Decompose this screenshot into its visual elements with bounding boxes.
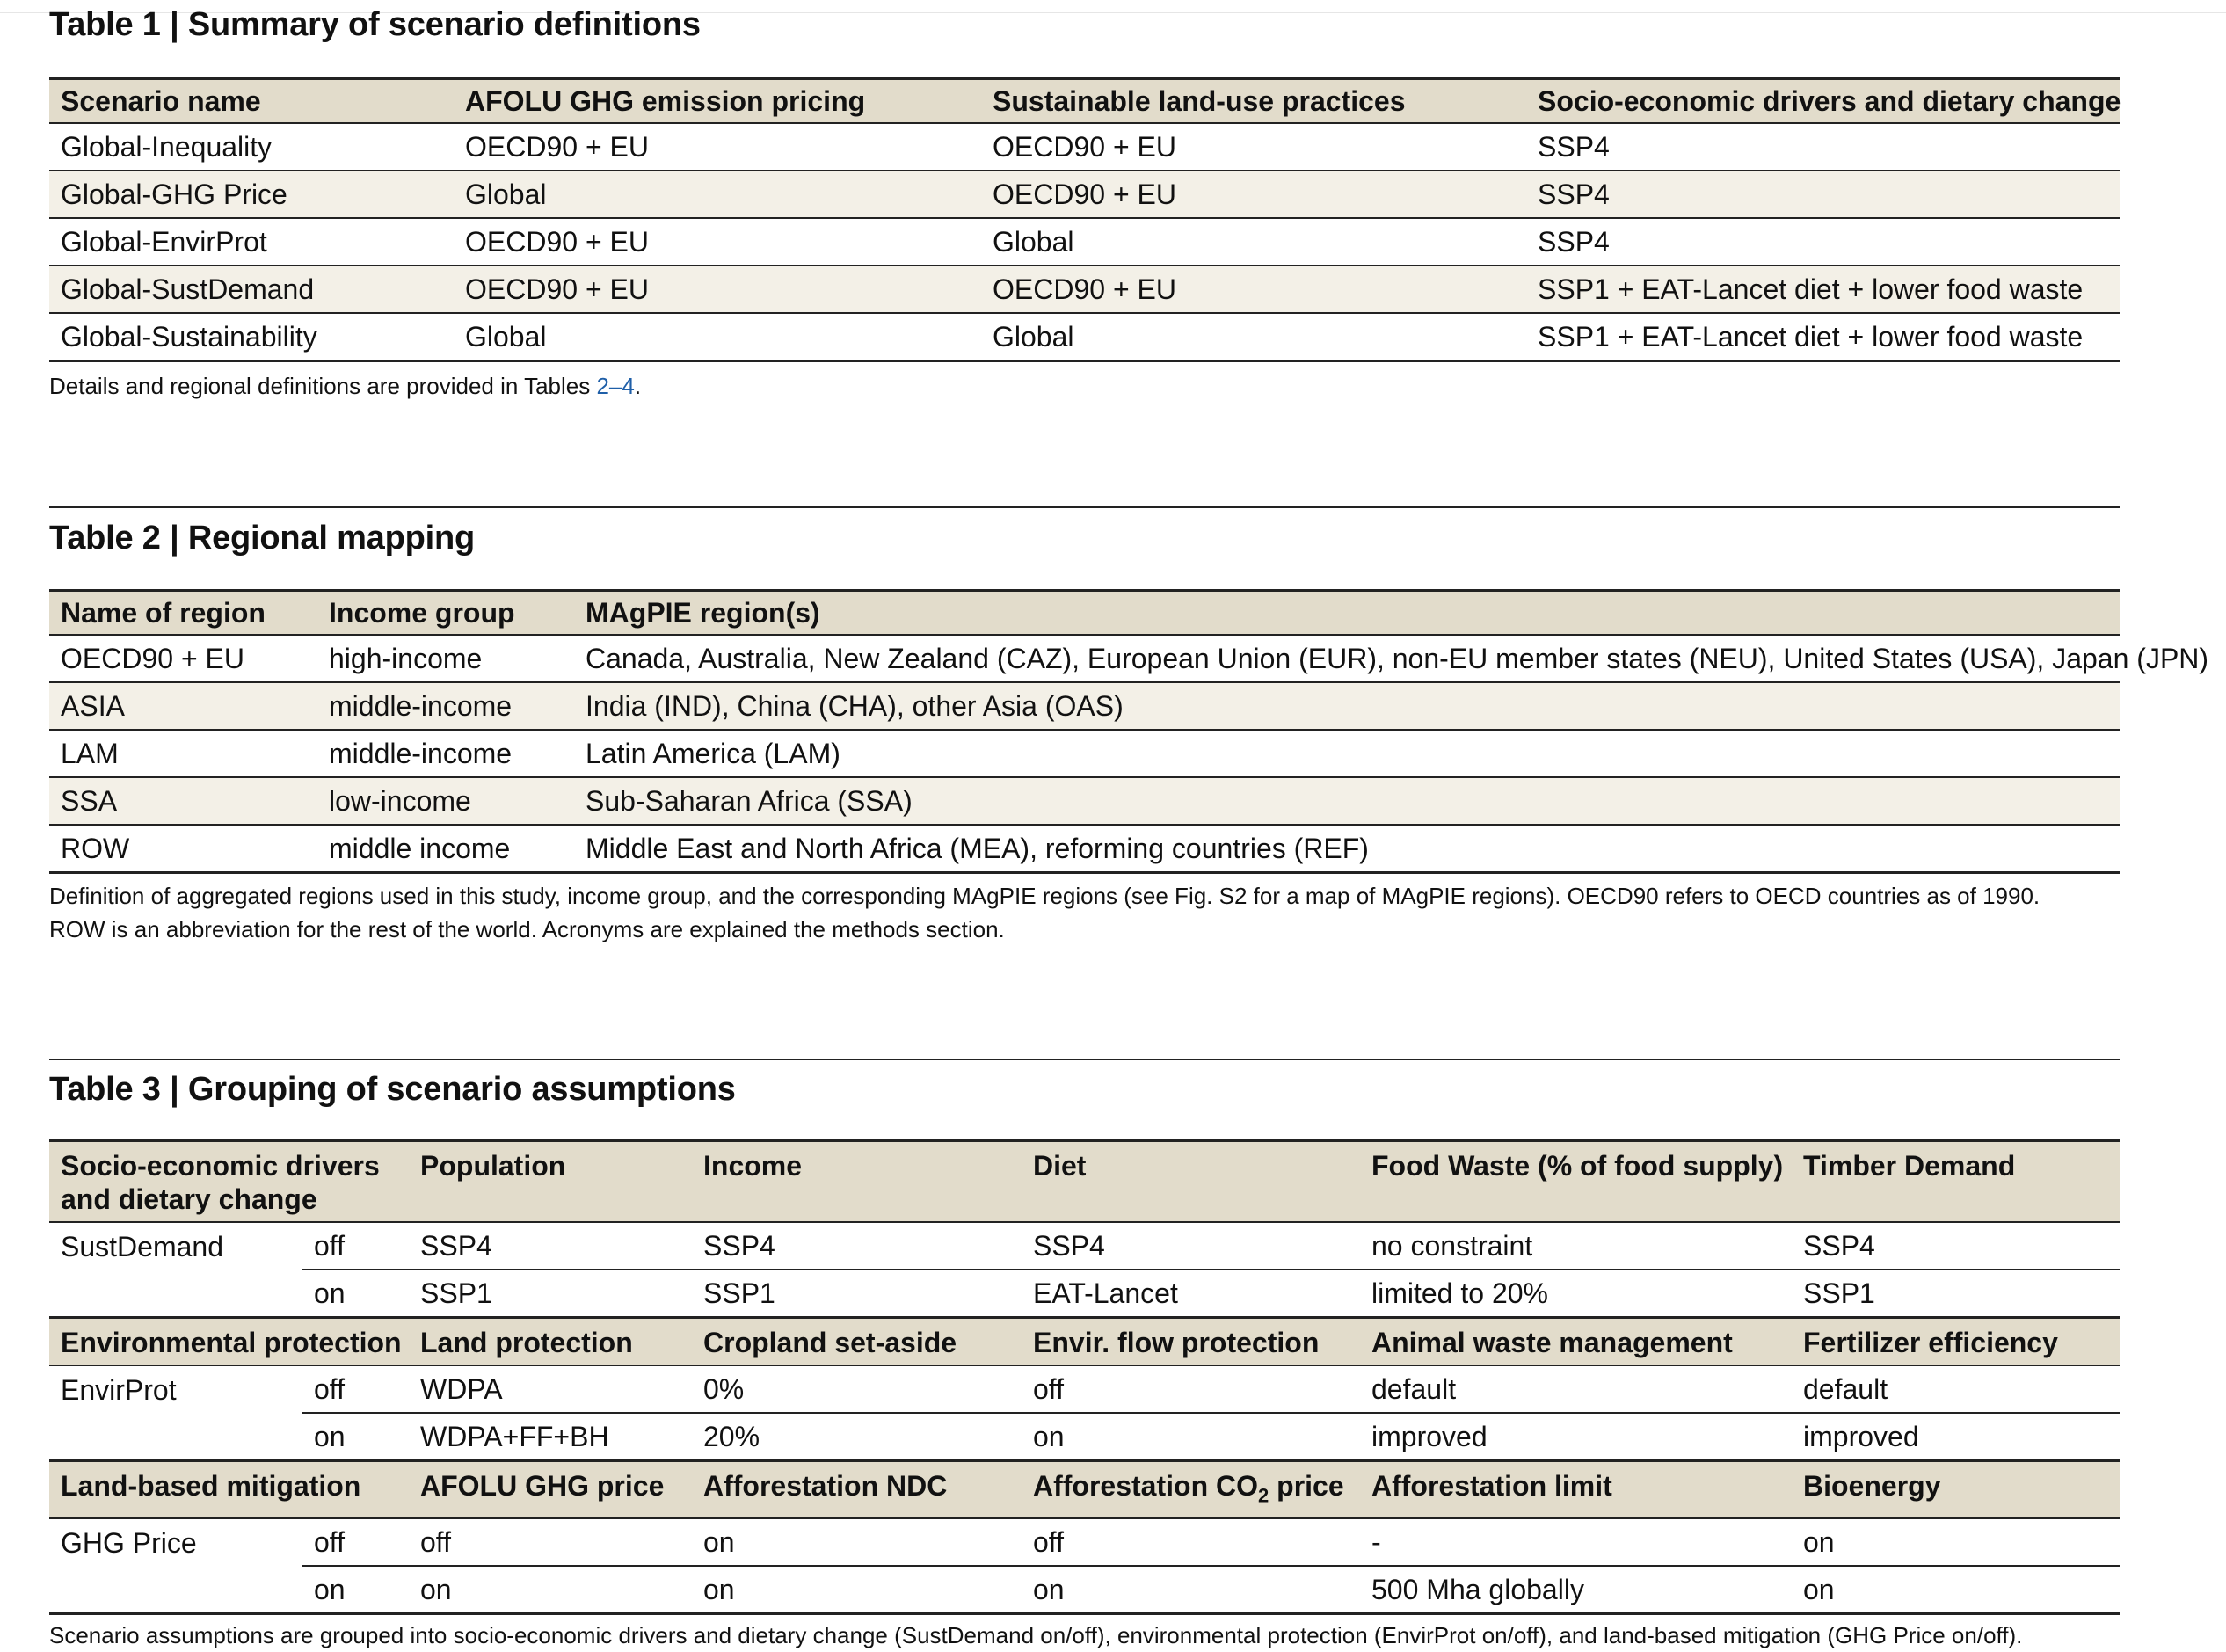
table-cell: Global: [981, 313, 1526, 361]
table3-group-header: Socio-economic drivers and dietary change: [49, 1141, 409, 1223]
table3-group-name: EnvirProt: [61, 1373, 177, 1406]
table-cell: OECD90 + EU: [981, 171, 1526, 218]
table3-header: AFOLU GHG price: [409, 1461, 692, 1519]
table-row: [49, 1518, 2120, 1566]
table-row: [49, 313, 2120, 361]
table-cell: off: [1033, 1373, 1064, 1405]
table3-header-text: Afforestation CO: [1033, 1470, 1258, 1502]
table-cell: OECD90 + EU: [465, 131, 649, 163]
table-cell: OECD90 + EU: [454, 218, 981, 266]
table2-note-line: ROW is an abbreviation for the rest of the world. Acronyms are explained the methods section.: [49, 916, 1005, 942]
table-cell: on: [1022, 1413, 1360, 1461]
table1-header: Socio-economic drivers and dietary change: [1526, 79, 2120, 124]
table3-header-suffix: price: [1269, 1470, 1344, 1502]
table-row: [49, 1365, 2120, 1413]
table-cell: default: [1803, 1373, 1888, 1405]
table-cell: SSP4: [420, 1230, 492, 1262]
table2-title: Table 2 | Regional mapping: [49, 520, 476, 557]
table-cell: Global-Inequality: [61, 131, 273, 163]
table-cell: OECD90 + EU: [993, 131, 1176, 163]
table-cell: Global: [981, 218, 1526, 266]
table-row: [49, 171, 2120, 218]
table-cell: improved: [1360, 1413, 1792, 1461]
table-cell: OECD90 + EU: [981, 266, 1526, 313]
table-row: [49, 730, 2120, 777]
table2-header: MAgPIE region(s): [574, 591, 2120, 636]
table-cell: no constraint: [1371, 1230, 1533, 1262]
table-cell: SSP1: [692, 1270, 1022, 1318]
table-cell: middle-income: [317, 682, 574, 730]
table3-header: Cropland set-aside: [692, 1318, 1022, 1366]
table-row: [49, 825, 2120, 873]
table2-header: Name of region: [49, 591, 317, 636]
table3-header: Land protection: [409, 1318, 692, 1366]
table-cell: WDPA+FF+BH: [409, 1413, 692, 1461]
table-cell: SSP4: [1538, 131, 1610, 163]
table-row: [49, 1222, 2120, 1270]
table3-header: Animal waste management: [1360, 1318, 1792, 1366]
table1: [49, 77, 2120, 403]
table3-header: Food Waste (% of food supply): [1360, 1141, 1792, 1223]
table-cell: WDPA: [420, 1373, 503, 1405]
table3-header: [1022, 1461, 1360, 1519]
table-cell: OECD90 + EU: [454, 266, 981, 313]
table1-note-text: Details and regional definitions are provided in Tables: [49, 373, 597, 399]
table-row: [49, 635, 2120, 682]
table-row: [49, 1413, 2120, 1461]
table-cell: SSP1 + EAT-Lancet diet + lower food waste: [1526, 266, 2120, 313]
table-cell: default: [1371, 1373, 1457, 1405]
table-cell: LAM: [49, 730, 317, 777]
table1-grid: [49, 77, 2120, 362]
table3-section: [49, 1070, 2120, 1109]
table-cell: ASIA: [49, 682, 317, 730]
table2: [49, 589, 2209, 946]
table2-grid: [49, 589, 2209, 874]
table3-group-name: GHG Price: [61, 1526, 197, 1559]
table-cell: SSP4: [1526, 218, 2120, 266]
table-cell: Latin America (LAM): [574, 730, 2120, 777]
table-cell: Global-SustDemand: [49, 266, 454, 313]
table3-group-header-row: [49, 1461, 2120, 1519]
table3-group-name-spacer: [49, 1270, 302, 1318]
section-divider: [49, 1059, 2120, 1060]
table-cell: on: [302, 1413, 409, 1461]
table2-header: Income group: [317, 591, 574, 636]
table3-header: Bioenergy: [1792, 1461, 2120, 1519]
table1-header: Scenario name: [49, 79, 454, 124]
table-cell: SSP4: [1033, 1230, 1105, 1262]
table1-header: AFOLU GHG emission pricing: [454, 79, 981, 124]
table-cell: off: [314, 1526, 345, 1559]
table1-section: [49, 5, 2120, 44]
table3-header: Afforestation limit: [1360, 1461, 1792, 1519]
table1-title: Table 1 | Summary of scenario definitions: [49, 6, 701, 43]
table-cell: off: [314, 1373, 345, 1405]
table-cell: on: [1022, 1566, 1360, 1614]
table-cell: Canada, Australia, New Zealand (CAZ), European Union (EUR), non-EU member states (NEU), United States (USA), Japan (JPN): [586, 643, 2209, 674]
table-cell: on: [703, 1526, 735, 1559]
table-cell: Global: [454, 313, 981, 361]
table-cell: on: [409, 1566, 692, 1614]
table-cell: SSP4: [1526, 171, 2120, 218]
table-cell: SSP1: [409, 1270, 692, 1318]
table-cell: EAT-Lancet: [1022, 1270, 1360, 1318]
table-cell: Global-Sustainability: [49, 313, 454, 361]
table1-note: [49, 369, 2120, 403]
table3-grid: [49, 1139, 2120, 1615]
section-divider: [49, 506, 2120, 508]
table3-header: Timber Demand: [1792, 1141, 2120, 1223]
table-row: [49, 682, 2120, 730]
table1-header: Sustainable land-use practices: [981, 79, 1526, 124]
table-cell: -: [1371, 1526, 1381, 1559]
table3: [49, 1139, 2120, 1652]
table-cell: SSP4: [1803, 1230, 1875, 1262]
table1-header-row: [49, 79, 2120, 124]
table3-header: Envir. flow protection: [1022, 1318, 1360, 1366]
table-cell: limited to 20%: [1360, 1270, 1792, 1318]
table-cell: 0%: [703, 1373, 745, 1405]
table-cell: 500 Mha globally: [1360, 1566, 1792, 1614]
table1-note-end: .: [634, 373, 642, 399]
table-cell: middle-income: [317, 730, 574, 777]
table2-section: [49, 519, 2120, 557]
table-cell: SSP1 + EAT-Lancet diet + lower food waste: [1526, 313, 2120, 361]
table-row: [49, 266, 2120, 313]
table2-note-line: Definition of aggregated regions used in this study, income group, and the corresponding MAgPIE regions (see Fig. S2 for a map of MAgPIE regions). OECD90 refers to OECD countries as of 1990.: [49, 883, 2040, 909]
table-reference-link[interactable]: 2–4: [596, 373, 635, 399]
table-row: [49, 1566, 2120, 1614]
table-cell: on: [692, 1566, 1022, 1614]
table-cell: on: [302, 1270, 409, 1318]
table3-header: Fertilizer efficiency: [1792, 1318, 2120, 1366]
table3-header: Income: [692, 1141, 1022, 1223]
table-cell: ROW: [49, 825, 317, 873]
table-cell: on: [1803, 1526, 1835, 1559]
table3-group-header: Land-based mitigation: [49, 1461, 409, 1519]
table3-header: Diet: [1022, 1141, 1360, 1223]
table-cell: Global: [454, 171, 981, 218]
table-cell: off: [1033, 1526, 1064, 1559]
table3-group-header: Environmental protection: [49, 1318, 409, 1366]
table-cell: 20%: [692, 1413, 1022, 1461]
table-cell: OECD90 + EU: [61, 643, 244, 674]
table3-note: Scenario assumptions are grouped into socio-economic drivers and dietary change (SustDemand on/off), environmental protection (EnvirProt on/off), and land-based mitigation (GHG Price on/off).: [49, 1622, 2023, 1649]
table3-group-name-spacer: [49, 1566, 302, 1614]
co2-subscript: 2: [1258, 1484, 1269, 1507]
table3-header: Population: [409, 1141, 692, 1223]
table-cell: SSP4: [703, 1230, 775, 1262]
table3-group-name: SustDemand: [61, 1230, 223, 1263]
table-cell: Middle East and North Africa (MEA), reforming countries (REF): [574, 825, 2120, 873]
table-cell: improved: [1792, 1413, 2120, 1461]
table2-note: [49, 879, 2120, 946]
table-cell: on: [1792, 1566, 2120, 1614]
table-row: [49, 218, 2120, 266]
table-cell: India (IND), China (CHA), other Asia (OAS): [574, 682, 2120, 730]
table-cell: Sub-Saharan Africa (SSA): [574, 777, 2120, 825]
table-cell: low-income: [317, 777, 574, 825]
table-row: [49, 123, 2120, 171]
table-cell: Global-EnvirProt: [49, 218, 454, 266]
table-cell: off: [420, 1526, 451, 1559]
table-cell: high-income: [329, 643, 483, 674]
table3-title: Table 3 | Grouping of scenario assumptions: [49, 1071, 736, 1108]
table2-header-row: [49, 591, 2120, 636]
table-row: [49, 777, 2120, 825]
table-cell: middle income: [317, 825, 574, 873]
table-cell: Global-GHG Price: [49, 171, 454, 218]
table3-group-name-spacer: [49, 1413, 302, 1461]
table3-header: Afforestation NDC: [692, 1461, 1022, 1519]
table-row: [49, 1270, 2120, 1318]
table-cell: on: [302, 1566, 409, 1614]
table3-group-header-row: [49, 1318, 2120, 1366]
table3-group-header-row: [49, 1141, 2120, 1223]
table-cell: SSP1: [1792, 1270, 2120, 1318]
table-cell: SSA: [49, 777, 317, 825]
table-cell: off: [314, 1230, 345, 1262]
